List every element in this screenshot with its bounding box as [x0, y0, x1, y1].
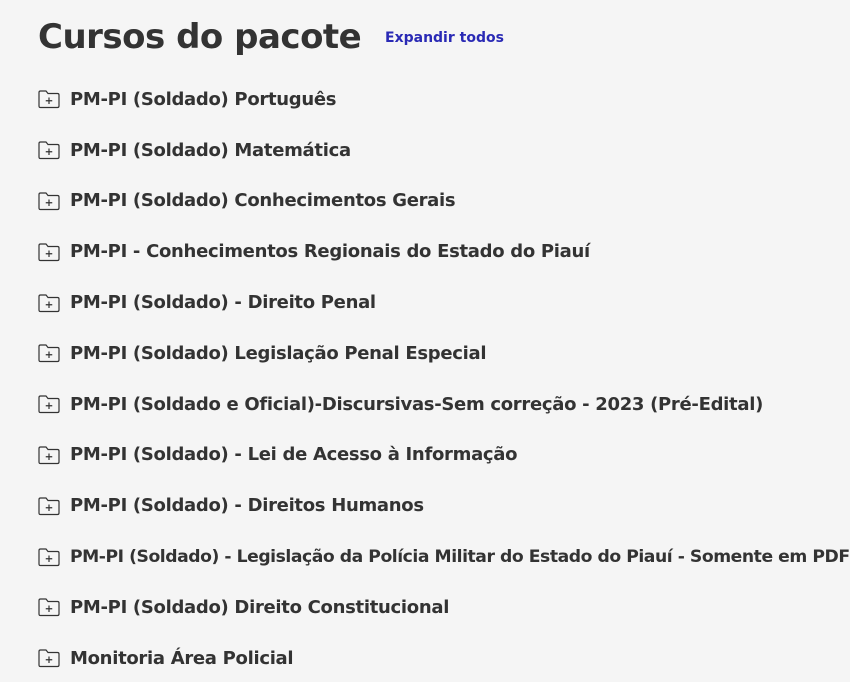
- folder-plus-icon: [38, 191, 60, 211]
- course-label: PM-PI (Soldado) - Direito Penal: [70, 292, 376, 314]
- folder-plus-icon: [38, 597, 60, 617]
- course-item[interactable]: [38, 328, 850, 379]
- folder-plus-icon: [38, 293, 60, 313]
- course-item[interactable]: [38, 226, 850, 277]
- course-label: PM-PI (Soldado) Português: [70, 88, 337, 110]
- course-item[interactable]: [38, 430, 850, 481]
- course-label: PM-PI (Soldado) Matemática: [70, 139, 351, 161]
- folder-plus-icon: [38, 140, 60, 160]
- course-label: PM-PI - Conhecimentos Regionais do Estado do Piauí: [70, 241, 590, 263]
- folder-plus-icon: [38, 445, 60, 465]
- folder-plus-icon: [38, 394, 60, 414]
- course-label: PM-PI (Soldado) Legislação Penal Especial: [70, 342, 487, 364]
- course-label: PM-PI (Soldado e Oficial)-Discursivas-Sem correção - 2023 (Pré-Edital): [70, 393, 763, 415]
- course-label: PM-PI (Soldado) Direito Constitucional: [70, 596, 450, 618]
- course-item[interactable]: [38, 582, 850, 633]
- header: [38, 14, 504, 60]
- course-item[interactable]: [38, 480, 850, 531]
- course-label: PM-PI (Soldado) - Direitos Humanos: [70, 495, 424, 517]
- course-item[interactable]: [38, 125, 850, 176]
- folder-plus-icon: [38, 496, 60, 516]
- folder-plus-icon: [38, 242, 60, 262]
- course-label: Monitoria Área Policial: [70, 647, 294, 669]
- course-label: PM-PI (Soldado) - Lei de Acesso à Informação: [70, 444, 518, 466]
- expand-all-link[interactable]: Expandir todos: [385, 30, 504, 46]
- course-item[interactable]: [38, 379, 850, 430]
- page-title: Cursos do pacote: [38, 17, 362, 57]
- course-list: [38, 74, 850, 682]
- course-item[interactable]: [38, 277, 850, 328]
- course-label: PM-PI (Soldado) - Legislação da Polícia Militar do Estado do Piauí - Somente em PDF: [70, 546, 850, 567]
- folder-plus-icon: [38, 89, 60, 109]
- folder-plus-icon: [38, 547, 60, 567]
- course-item[interactable]: [38, 74, 850, 125]
- folder-plus-icon: [38, 343, 60, 363]
- folder-plus-icon: [38, 648, 60, 668]
- course-item[interactable]: [38, 176, 850, 227]
- course-label: PM-PI (Soldado) Conhecimentos Gerais: [70, 190, 456, 212]
- course-item[interactable]: [38, 633, 850, 682]
- course-item[interactable]: [38, 531, 850, 582]
